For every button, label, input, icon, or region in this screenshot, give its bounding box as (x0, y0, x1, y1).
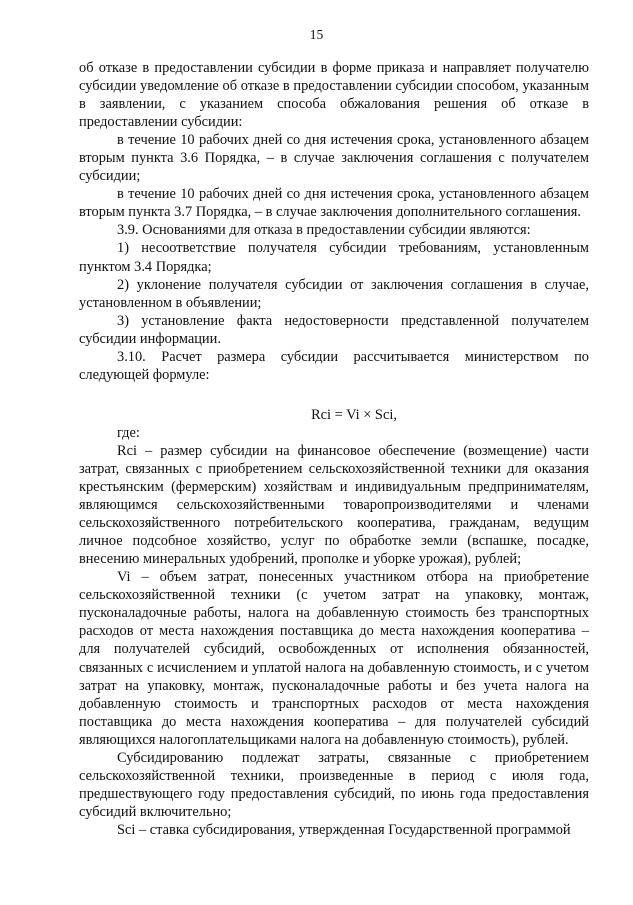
where-label: где: (117, 424, 140, 441)
paragraph: в течение 10 рабочих дней со дня истечения срока, установленного абзацем вторым пункта 3.6 Порядка, – в случае заключения соглашения с получателем субсидии; (79, 132, 589, 185)
list-item: 2) уклонение получателя субсидии от заключения соглашения в случае, установленном в объявлении; (79, 276, 589, 311)
section-heading-3-9: 3.9. Основаниями для отказа в предоставлении субсидии являются: (117, 222, 531, 239)
paragraph: об отказе в предоставлении субсидии в форме приказа и направляет получателю субсидии уведомление об отказе в предоставлении субсидии способом, указанным в заявлении, с указанием способа обжалования решения об отказе в предоставлении субсидии: (79, 60, 589, 131)
list-item: 1) несоответствие получателя субсидии требованиям, установленным пунктом 3.4 Порядка; (79, 240, 589, 275)
page-number: 15 (309, 27, 324, 42)
list-item: 3) установление факта недостоверности представленной получателем субсидии информации. (79, 312, 589, 347)
section-heading-3-10: 3.10. Расчет размера субсидии рассчитывается министерством по следующей формуле: (79, 348, 589, 383)
paragraph: в течение 10 рабочих дней со дня истечения срока, установленного абзацем вторым пункта 3.7 Порядка, – в случае заключения дополнительного соглашения. (79, 186, 589, 221)
definition-rci: Rci – размер субсидии на финансовое обеспечение (возмещение) части затрат, связанных с приобретением сельскохозяйственной техники для оказания крестьянским (фермерским) хозяйствам и индивидуальным предпринимателям, являющимся сельскохозяйственными товаропроизводителями и членами сельскохозяйственного потребительского кооператива, гражданам, ведущим личное подсобное хозяйство, услуг по обработке земли (вспашке, посадке, внесению минеральных удобрений, прополке и уборке урожая), рублей; (79, 442, 589, 568)
paragraph: Субсидированию подлежат затраты, связанные с приобретением сельскохозяйственной техники, произведенные в период с июля года, предшествующего году предоставления субсидий, по июнь года предоставления субсидий включительно; (79, 749, 589, 820)
definition-sci: Sci – ставка субсидирования, утвержденная Государственной программой (117, 821, 571, 838)
formula: Rci = Vi × Sci, (311, 406, 397, 423)
document-body (79, 59, 589, 839)
definition-vi: Vi – объем затрат, понесенных участником отбора на приобретение сельскохозяйственной техники (с учетом затрат на упаковку, монтаж, пусконаладочные работы, налога на добавленную стоимость без транспортных расходов от места нахождения поставщика до места нахождения кооператива – для получателей субсидий, освобожденных от исполнения обязанностей, связанных с исчислением и уплатой налога на добавленную стоимость, и с учетом затрат на упаковку, монтаж, пусконаладочные работы и без учета налога на добавленную стоимость и транспортных расходов от места нахождения поставщика до места нахождения кооператива – для получателей субсидий являющихся налогоплательщиками налога на добавленную стоимость), рублей. (79, 569, 589, 748)
